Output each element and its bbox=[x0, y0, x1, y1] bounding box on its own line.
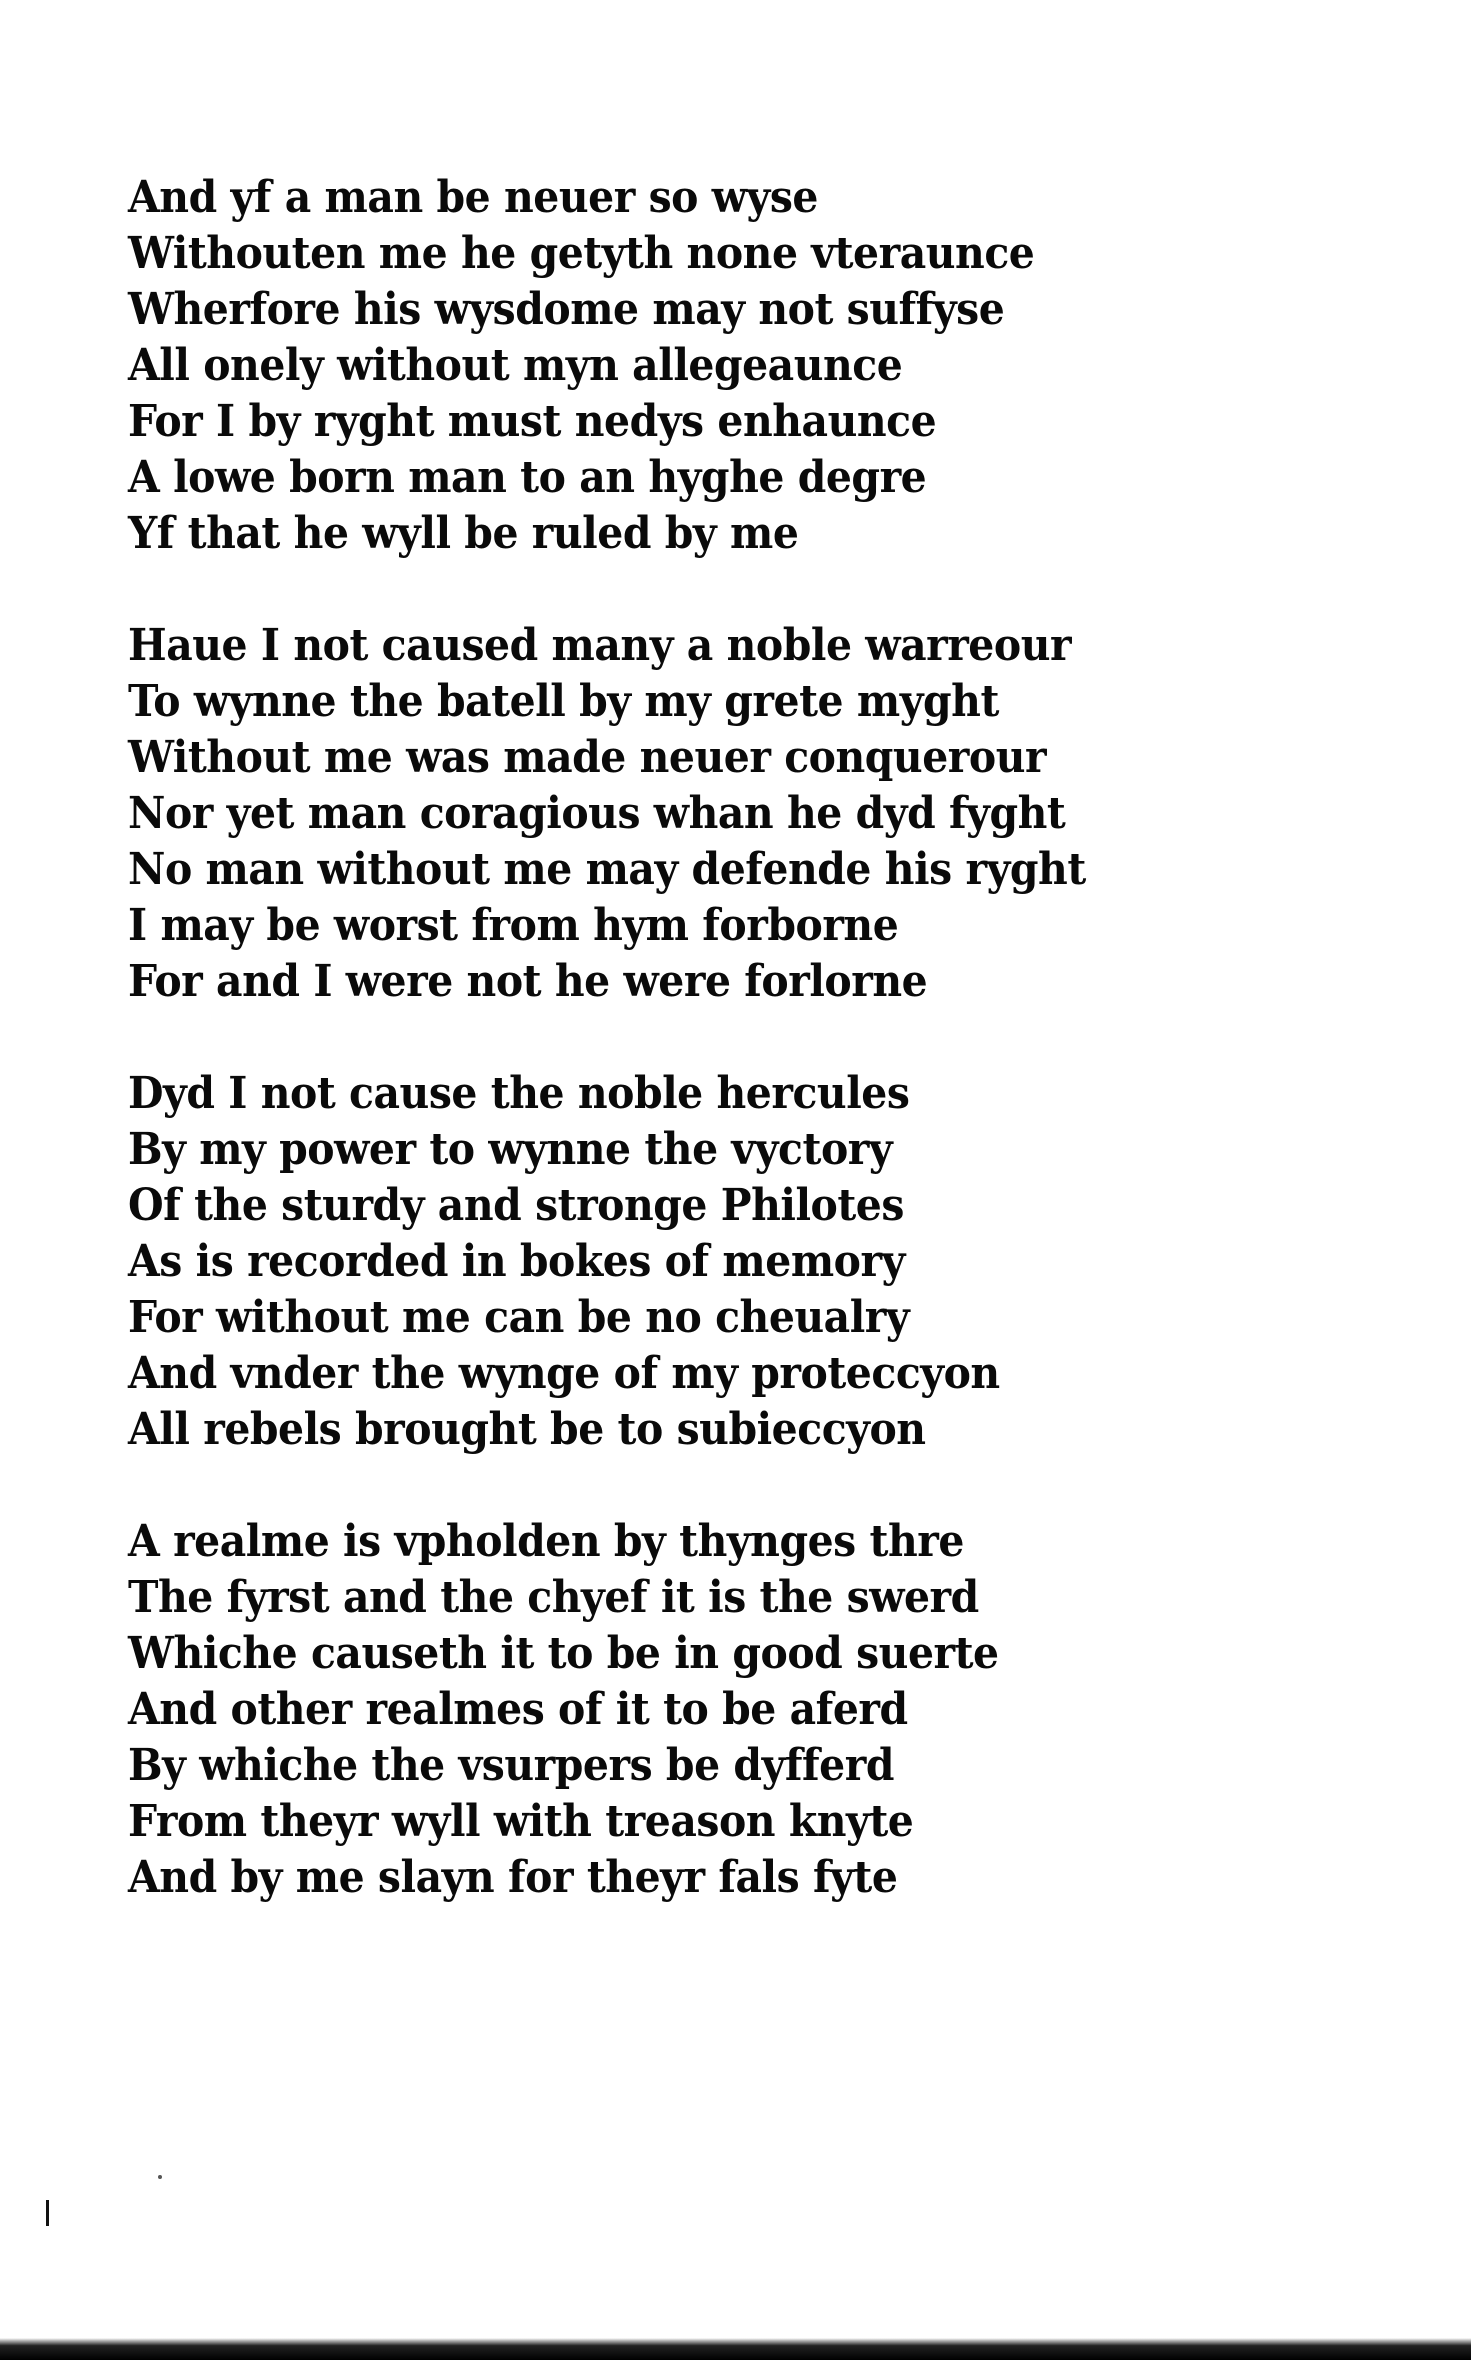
stanza-3 bbox=[128, 1066, 1128, 1458]
verse-line: Withouten me he getyth none vteraunce bbox=[128, 228, 1035, 279]
verse-line: The fyrst and the chyef it is the swerd bbox=[128, 1572, 979, 1623]
stanza-4 bbox=[128, 1514, 1128, 1906]
page-bottom-edge bbox=[0, 2338, 1471, 2360]
verse-line: And by me slayn for theyr fals fyte bbox=[128, 1852, 898, 1903]
verse-line: All rebels brought be to subieccyon bbox=[128, 1404, 926, 1455]
verse-line: Wherfore his wysdome may not suffyse bbox=[128, 284, 1005, 335]
verse-line: Without me was made neuer conquerour bbox=[128, 732, 1047, 783]
verse-line: To wynne the batell by my grete myght bbox=[128, 676, 999, 727]
verse-line: A lowe born man to an hyghe degre bbox=[128, 452, 927, 503]
verse-line: And yf a man be neuer so wyse bbox=[128, 172, 818, 223]
verse-line: And vnder the wynge of my proteccyon bbox=[128, 1348, 1000, 1399]
verse-line: By whiche the vsurpers be dyfferd bbox=[128, 1740, 894, 1791]
verse-line: Nor yet man coragious whan he dyd fyght bbox=[128, 788, 1066, 839]
verse-line: For and I were not he were forlorne bbox=[128, 956, 928, 1007]
verse-line: And other realmes of it to be aferd bbox=[128, 1684, 908, 1735]
verse-line: Dyd I not cause the noble hercules bbox=[128, 1068, 910, 1119]
verse-line: As is recorded in bokes of memory bbox=[128, 1236, 905, 1287]
verse-line: All onely without myn allegeaunce bbox=[128, 340, 903, 391]
verse-line: I may be worst from hym forborne bbox=[128, 900, 899, 951]
verse-line: No man without me may defende his ryght bbox=[128, 844, 1086, 895]
verse-line: For without me can be no cheualry bbox=[128, 1292, 910, 1343]
verse-line: Of the sturdy and stronge Philotes bbox=[128, 1180, 904, 1231]
stanza-1 bbox=[128, 170, 1128, 562]
poem-text bbox=[128, 170, 1128, 1906]
verse-line: A realme is vpholden by thynges thre bbox=[128, 1516, 964, 1567]
verse-line: Whiche causeth it to be in good suerte bbox=[128, 1628, 999, 1679]
verse-line: For I by ryght must nedys enhaunce bbox=[128, 396, 937, 447]
ink-speck bbox=[158, 2175, 162, 2179]
verse-line: By my power to wynne the vyctory bbox=[128, 1124, 893, 1175]
stanza-2 bbox=[128, 618, 1128, 1010]
verse-line: Haue I not caused many a noble warreour bbox=[128, 620, 1072, 671]
verse-line: From theyr wyll with treason knyte bbox=[128, 1796, 914, 1847]
margin-mark bbox=[46, 2200, 49, 2226]
verse-line: Yf that he wyll be ruled by me bbox=[128, 508, 799, 559]
